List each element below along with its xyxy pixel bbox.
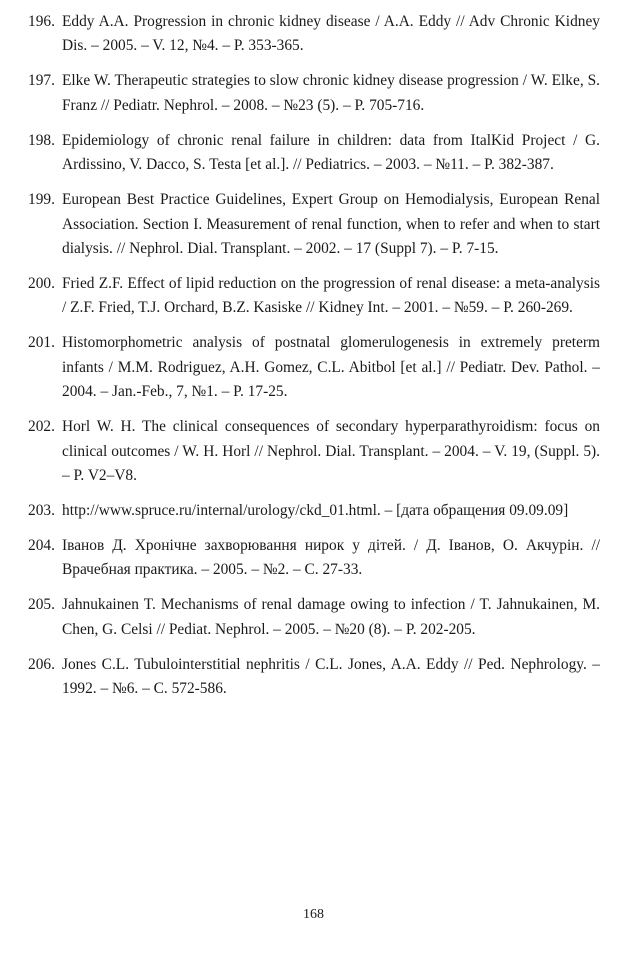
reference-number: 205. <box>28 596 55 614</box>
reference-item <box>28 331 600 404</box>
reference-item <box>28 653 600 702</box>
reference-item <box>28 129 600 178</box>
reference-text: Epidemiology of chronic renal failure in children: data from ItalKid Project / G. Ardissino, V. Dacco, S. Testa [et al.]. // Pediatrics. – 2003. – №11. – P. 382-387. <box>62 131 600 174</box>
reference-number: 197. <box>28 72 55 90</box>
reference-item <box>28 272 600 321</box>
reference-item <box>28 415 600 488</box>
reference-number: 203. <box>28 502 55 520</box>
reference-text: Elke W. Therapeutic strategies to slow chronic kidney disease progression / W. Elke, S. Franz // Pediatr. Nephrol. – 2008. – №23 (5). – P. 705-716. <box>62 72 600 114</box>
reference-item <box>28 593 600 642</box>
reference-number: 196. <box>28 13 55 30</box>
reference-text: Jones C.L. Tubulointerstitial nephritis / C.L. Jones, A.A. Eddy // Ped. Nephrology. – 1992. – №6. – C. 572-586. <box>62 655 600 698</box>
reference-text: Fried Z.F. Effect of lipid reduction on the progression of renal disease: a meta-analysis / Z.F. Fried, T.J. Orchard, B.Z. Kasiske // Kidney Int. – 2001. – №59. – P. 260-269. <box>62 275 600 317</box>
page-number: 168 <box>303 907 324 922</box>
reference-number: 206. <box>28 655 55 673</box>
reference-number: 198. <box>28 131 55 149</box>
reference-text: Histomorphometric analysis of postnatal glomerulogenesis in extremely preterm infants / M.M. Rodriguez, A.H. Gomez, C.L. Abitbol [et al.] // Pediatr. Dev. Pathol. – 2004. – Jan.-Feb., 7, №1. – P. 17-25. <box>62 334 600 401</box>
reference-number: 204. <box>28 537 55 555</box>
reference-text: Іванов Д. Хронічне захворювання нирок у дітей. / Д. Іванов, О. Акчурін. // Врачебная практика. – 2005. – №2. – С. 27-33. <box>62 537 600 579</box>
reference-item <box>28 10 600 59</box>
reference-text: European Best Practice Guidelines, Expert Group on Hemodialysis, European Renal Association. Section I. Measurement of renal function, when to refer and when to start dialysis. // Nephrol. Dial. Transplant. – 2002. – 17 (Suppl 7). – P. 7-15. <box>62 191 600 258</box>
reference-text: http://www.spruce.ru/internal/urology/ckd_01.html. – [дата обращения 09.09.09] <box>62 502 569 520</box>
reference-item <box>28 69 600 118</box>
reference-item <box>28 499 600 523</box>
reference-item <box>28 534 600 583</box>
reference-text: Horl W. H. The clinical consequences of secondary hyperparathyroidism: focus on clinical outcomes / W. H. Horl // Nephrol. Dial. Transplant. – 2004. – V. 19, (Suppl. 5). – P. V2–V8. <box>62 418 600 485</box>
reference-list <box>28 10 600 712</box>
reference-text: Eddy A.A. Progression in chronic kidney disease / A.A. Eddy // Adv Chronic Kidney Dis. – 2005. – V. 12, №4. – P. 353-365. <box>62 13 600 55</box>
reference-text: Jahnukainen T. Mechanisms of renal damage owing to infection / T. Jahnukainen, M. Chen, G. Celsi // Pediat. Nephrol. – 2005. – №20 (8). – P. 202-205. <box>62 596 600 638</box>
reference-number: 202. <box>28 418 55 436</box>
reference-number: 199. <box>28 191 55 209</box>
reference-number: 200. <box>28 275 55 293</box>
reference-number: 201. <box>28 334 55 352</box>
reference-item <box>28 188 600 261</box>
